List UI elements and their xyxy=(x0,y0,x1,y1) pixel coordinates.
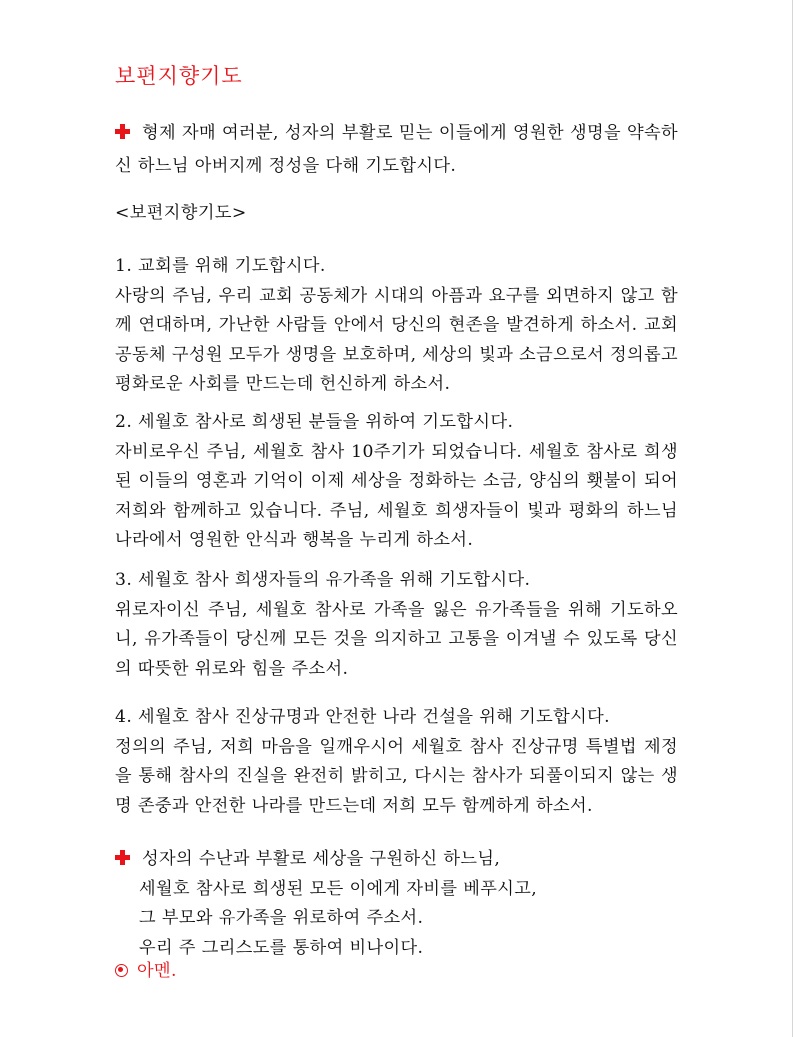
section-body: 자비로우신 주님, 세월호 참사 10주기가 되었습니다. 세월호 참사로 희생된 이들의 영혼과 기억이 이제 세상을 정화하는 소금, 양심의 횃불이 되어 저희와 함께하고 있습니다. 주님, 세월호 희생자들이 빛과 평화의 하느님 나라에서 영원한 안식과 행복을 누리게 하소서. xyxy=(115,441,678,550)
red-cross-icon xyxy=(115,850,130,865)
section-body: 사랑의 주님, 우리 교회 공동체가 시대의 아픔과 요구를 외면하지 않고 함께 연대하며, 가난한 사람들 안에서 당신의 현존을 발견하게 하소서. 교회 공동체 구성원 모두가 생명을 보호하며, 세상의 빛과 소금으로서 정의롭고 평화로운 사회를 만드는데 헌신하게 하소서. xyxy=(115,285,678,394)
prayer-section xyxy=(115,703,678,821)
amen-text: 아멘. xyxy=(137,961,177,981)
prayer-section xyxy=(115,408,678,556)
closing-line: 우리 주 그리스도를 통하여 비나이다. xyxy=(139,937,424,958)
prayer-subheading: <보편지향기도> xyxy=(115,203,247,223)
section-heading: 3. 세월호 참사 희생자들의 유가족을 위해 기도합시다. xyxy=(115,570,531,590)
section-heading: 2. 세월호 참사로 희생된 분들을 위하여 기도합시다. xyxy=(115,412,514,432)
amen-line xyxy=(115,957,177,985)
section-heading: 4. 세월호 참사 진상규명과 안전한 나라 건설을 위해 기도합시다. xyxy=(115,707,611,727)
red-cross-icon xyxy=(115,124,130,139)
closing-line: 그 부모와 유가족을 위로하여 주소서. xyxy=(139,908,424,928)
bullseye-icon xyxy=(115,964,128,977)
section-body: 정의의 주님, 저희 마음을 일깨우시어 세월호 참사 진상규명 특별법 제정을 통해 참사의 진실을 완전히 밝히고, 다시는 참사가 되풀이되지 않는 생명 존중과 안전한 나라를 만드는데 저희 모두 함께하게 하소서. xyxy=(115,736,678,816)
section-body: 위로자이신 주님, 세월호 참사로 가족을 잃은 유가족들을 위해 기도하오니, 유가족들이 당신께 모든 것을 의지하고 고통을 이겨낼 수 있도록 당신의 따뜻한 위로와 힘을 주소서. xyxy=(115,599,678,679)
closing-prayer xyxy=(115,845,678,963)
intro-paragraph xyxy=(115,117,678,183)
closing-line: 세월호 참사로 희생된 모든 이에게 자비를 베푸시고, xyxy=(139,878,538,899)
section-heading: 1. 교회를 위해 기도합시다. xyxy=(115,256,326,276)
intro-text: 형제 자매 여러분, 성자의 부활로 믿는 이들에게 영원한 생명을 약속하신 하느님 아버지께 정성을 다해 기도합시다. xyxy=(115,123,678,176)
prayer-section xyxy=(115,566,678,684)
page-title: 보편지향기도 xyxy=(115,64,243,88)
prayer-section xyxy=(115,252,678,400)
closing-line: 성자의 수난과 부활로 세상을 구원하신 하느님, xyxy=(115,845,678,875)
